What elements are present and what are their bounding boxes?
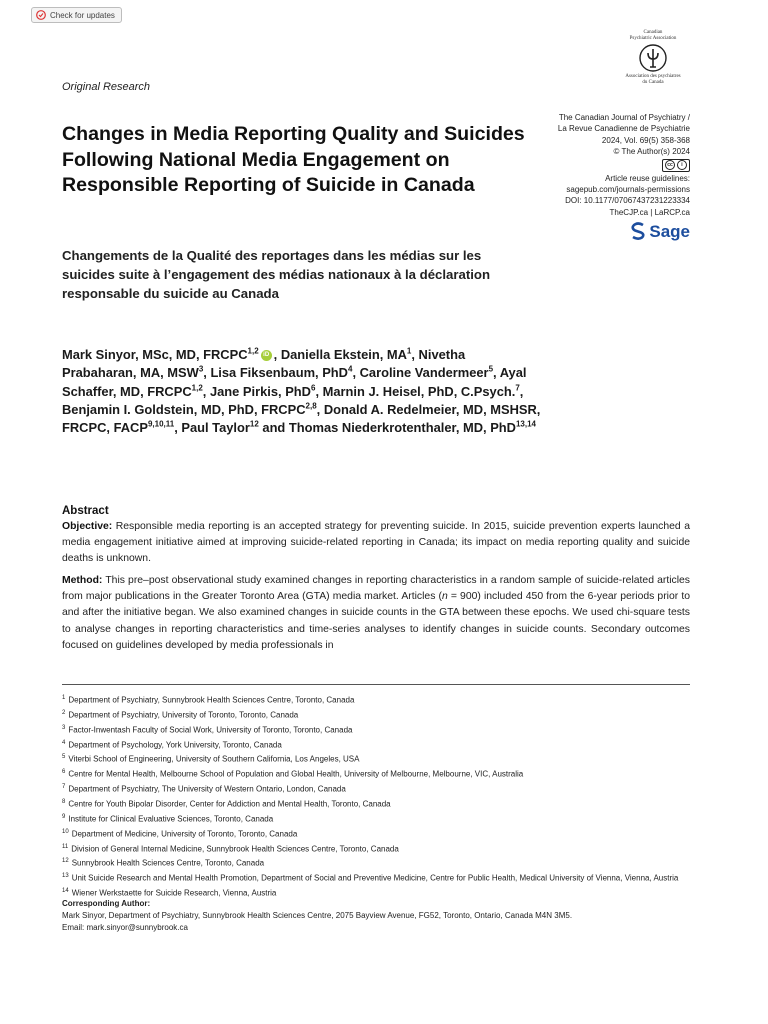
author-separator: , — [493, 365, 500, 381]
author-separator: and — [258, 420, 289, 436]
affiliation-text: Wiener Werkstaette for Suicide Research, Vienna, Austria — [71, 888, 277, 898]
reuse-link[interactable]: sagepub.com/journals-permissions — [566, 185, 690, 195]
affiliation-number: 6 — [62, 769, 66, 776]
journal-volume: 2024, Vol. 69(5) 358-368 — [601, 135, 690, 145]
abstract-method — [62, 573, 690, 653]
affiliation-text: Centre for Youth Bipolar Disorder, Center for Addiction and Mental Health, Toronto, Canada — [68, 799, 391, 809]
affiliation-text: Viterbi School of Engineering, University of Southern California, Los Angeles, USA — [68, 755, 360, 765]
author-affiliation-ref: 5 — [488, 365, 494, 374]
orcid-icon[interactable]: iD — [261, 350, 272, 361]
author-separator: , — [352, 365, 360, 381]
method-n: n — [441, 591, 448, 603]
affiliation-item — [62, 766, 702, 781]
author-affiliation-ref: 3 — [198, 365, 204, 374]
affiliation-text: Institute for Clinical Evaluative Sciences, Toronto, Canada — [68, 814, 274, 824]
affiliation-item — [62, 811, 702, 826]
author-name: Paul Taylor — [181, 420, 250, 436]
affiliations-list — [62, 692, 702, 900]
abstract-heading: Abstract — [62, 505, 109, 517]
affiliation-item — [62, 855, 702, 870]
author-name: Ayal Schaffer, MD, FRCPC — [62, 365, 527, 399]
abstract — [62, 505, 690, 660]
affiliation-item — [62, 796, 702, 811]
author-name: Jane Pirkis, PhD — [209, 383, 311, 399]
sage-logo-icon — [631, 222, 645, 240]
author-separator: , — [519, 383, 524, 399]
author-separator: , — [316, 401, 324, 417]
author-affiliation-ref: 9,10,11 — [147, 419, 175, 429]
affiliation-number: 12 — [62, 858, 69, 865]
logo-top-line-1: Canadian — [643, 30, 663, 35]
reuse-label: Article reuse guidelines: — [605, 173, 690, 183]
affiliation-item — [62, 870, 702, 885]
author-separator: , — [203, 365, 211, 381]
author-list — [62, 346, 542, 437]
affiliation-number: 11 — [62, 843, 69, 850]
affiliation-text: Sunnybrook Health Sciences Centre, Toronto, Canada — [71, 859, 265, 869]
author-separator: , — [315, 383, 323, 399]
affiliation-text: Department of Medicine, University of Toronto, Toronto, Canada — [71, 829, 298, 839]
article-title-fr: Changements de la Qualité des reportages dans les médias sur les suicides suite à l’engagement des médias nationaux à la déclaration responsable du suicide au Canada — [62, 248, 491, 301]
affiliation-item — [62, 751, 702, 766]
affiliation-item — [62, 781, 702, 796]
article-type: Original Research — [62, 81, 151, 93]
method-text-2: = 900) included 450 from the 6-year periods prior to and after the initiative began. We also examined changes in suicide counts in the GTA between these epochs. We used chi-square tests to analyse changes in reporting characteristics and time-series analyses to identify changes in suicide counts. Secondary outcomes focused on guidelines developed by media professionals in — [62, 591, 690, 651]
method-label: Method: — [62, 575, 103, 587]
corresponding-email[interactable]: Email: mark.sinyor@sunnybrook.ca — [62, 923, 188, 932]
author-name: Lisa Fiksenbaum, PhD — [210, 365, 348, 381]
footnote-divider — [62, 684, 690, 685]
cpa-logo — [615, 30, 691, 86]
doi[interactable]: DOI: 10.1177/07067437231223334 — [565, 196, 690, 206]
affiliation-item — [62, 707, 702, 722]
article-title: Changes in Media Reporting Quality and Suicides Following National Media Engagement on Responsible Reporting of Suicide in Canada — [62, 123, 525, 196]
abstract-objective — [62, 519, 690, 567]
affiliation-item — [62, 826, 702, 841]
corresponding-heading: Corresponding Author: — [62, 899, 151, 908]
author-name: Donald A. Redelmeier, MD, MSHSR, FRCPC, FACP — [62, 401, 541, 436]
journal-copyright: © The Author(s) 2024 — [613, 147, 690, 157]
author-affiliation-ref: 7 — [515, 383, 520, 393]
affiliation-text: Department of Psychiatry, Sunnybrook Health Sciences Centre, Toronto, Canada — [68, 695, 355, 705]
author-affiliation-ref: 1 — [406, 346, 412, 356]
author-name: Marnin J. Heisel, PhD, C.Psych. — [322, 383, 516, 399]
author-name: Nivetha Prabaharan, MA, MSW — [62, 347, 466, 381]
affiliation-item — [62, 722, 702, 737]
logo-bottom-line-1: Association des psychiatres — [625, 74, 681, 79]
affiliation-number: 10 — [62, 828, 69, 835]
author-separator: , — [202, 383, 210, 399]
author-name: Mark Sinyor, MSc, MD, FRCPC — [62, 347, 248, 362]
affiliation-number: 1 — [62, 695, 66, 701]
affiliation-number: 3 — [62, 724, 66, 731]
affiliation-number: 4 — [62, 739, 66, 746]
affiliation-number: 2 — [62, 709, 66, 716]
affiliation-text: Centre for Mental Health, Melbourne School of Population and Global Health, University of Melbourne, Melbourne, VIC, Australia — [68, 769, 524, 779]
author-affiliation-ref: 2,8 — [305, 401, 317, 411]
corresponding-address: Mark Sinyor, Department of Psychiatry, Sunnybrook Health Sciences Centre, 2075 Bayview Avenue, FG52, Toronto, Ontario, Canada M4N 3M5. — [62, 911, 573, 920]
check-for-updates-button[interactable] — [31, 7, 122, 23]
logo-bottom-line-2: du Canada — [642, 80, 664, 85]
check-updates-icon — [36, 10, 46, 20]
journal-name-fr: La Revue Canadienne de Psychiatrie — [557, 124, 690, 134]
cc-by-icon: cc i — [662, 159, 690, 172]
author-affiliation-ref: 6 — [310, 383, 316, 393]
sage-wordmark: Sage — [649, 221, 690, 241]
logo-top-line-2: Psychiatric Association — [629, 36, 677, 41]
author-name: Benjamin I. Goldstein, MD, PhD, FRCPC — [62, 401, 306, 417]
objective-label: Objective: — [62, 521, 113, 532]
affiliation-item — [62, 737, 702, 752]
journal-name-en: The Canadian Journal of Psychiatry / — [558, 113, 690, 122]
author-name: Thomas Niederkrotenthaler, MD, PhD — [288, 420, 516, 436]
author-affiliation-ref: 12 — [249, 419, 259, 429]
affiliation-item — [62, 692, 702, 707]
author-affiliation-ref: 4 — [347, 365, 353, 374]
method-text-1: This pre–post observational study examined changes in reporting characteristics in a random sample of suicide-related articles from major publications in the Greater Toronto Area (GTA) media market. Articles ( — [62, 575, 690, 603]
author-name: Caroline Vandermeer — [359, 365, 489, 381]
author-separator: , — [174, 420, 182, 436]
affiliation-text: Department of Psychology, York University, Toronto, Canada — [68, 740, 282, 750]
author-separator: , — [411, 347, 419, 362]
sage-logo — [520, 222, 690, 240]
author-name: Daniella Ekstein, MA — [280, 347, 407, 362]
affiliation-number: 7 — [62, 784, 66, 791]
affiliation-text: Division of General Internal Medicine, Sunnybrook Health Sciences Centre, Toronto, Canada — [71, 844, 399, 854]
affiliation-text: Department of Psychiatry, The University of Western Ontario, London, Canada — [68, 784, 346, 794]
author-affiliation-ref: 13,14 — [515, 419, 537, 429]
affiliation-text: Factor-Inwentash Faculty of Social Work, University of Toronto, Toronto, Canada — [68, 725, 353, 735]
affiliation-number: 9 — [62, 813, 66, 820]
author-affiliation-ref: 1,2 — [247, 346, 259, 356]
check-for-updates-label: Check for updates — [50, 10, 115, 20]
affiliation-number: 14 — [62, 888, 69, 895]
corresponding-author — [62, 898, 702, 934]
author-affiliation-ref: 1,2 — [191, 383, 203, 393]
affiliation-number: 5 — [62, 754, 66, 761]
journal-sites[interactable]: TheCJP.ca | LaRCP.ca — [609, 207, 690, 217]
journal-info — [520, 112, 690, 240]
affiliation-text: Department of Psychiatry, University of Toronto, Toronto, Canada — [68, 710, 299, 720]
cpa-emblem-icon — [639, 44, 667, 72]
affiliation-item — [62, 841, 702, 856]
affiliation-text: Unit Suicide Research and Mental Health Promotion, Department of Social and Preventive Medicine, Centre for Public Health, Medical University of Vienna, Vienna, Austria — [71, 873, 679, 883]
author-separator: , — [273, 347, 281, 362]
affiliation-number: 13 — [62, 873, 69, 880]
objective-text: Responsible media reporting is an accepted strategy for preventing suicide. In 2015, suicide prevention experts launched a media engagement initiative aimed at improving suicide-related reporting in Canada; its impact on media reporting quality and suicide deaths is unknown. — [62, 521, 690, 565]
affiliation-number: 8 — [62, 799, 66, 806]
